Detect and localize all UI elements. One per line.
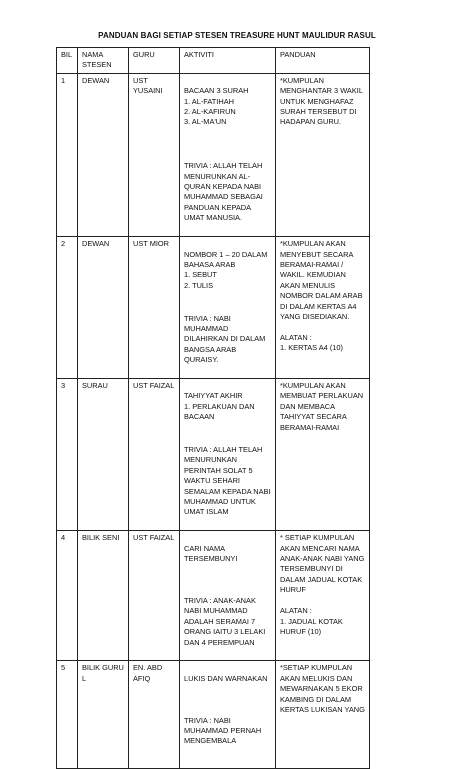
table-row — [57, 378, 370, 530]
trivia-text: TRIVIA : NABI MUHAMMAD DILAHIRKAN DI DALAM BANGSA ARAB QURAISY. — [184, 313, 266, 365]
trivia-text: TRIVIA : NABI MUHAMMAD PERNAH MENGEMBALA — [184, 715, 262, 746]
table-row — [57, 237, 370, 379]
cell-aktiviti — [180, 661, 276, 769]
header-guru: GURU — [129, 48, 180, 74]
cell-aktiviti — [180, 237, 276, 379]
table-header-row — [57, 48, 370, 74]
document-title: PANDUAN BAGI SETIAP STESEN TREASURE HUNT MAULIDUR RASUL — [98, 31, 376, 40]
cell-guru: UST MIOR — [129, 237, 180, 379]
cell-guru: UST FAIZAL — [129, 531, 180, 661]
table-row — [57, 73, 370, 236]
cell-bil: 1 — [57, 73, 78, 236]
cell-stesen: BILIK SENI — [78, 531, 129, 661]
cell-panduan: *KUMPULAN AKAN MENYEBUT SECARA BERAMAI-RAMAI / WAKIL. KEMUDIAN AKAN MENULIS NOMBOR DALAM ARAB DI DALAM KERTAS A4 YANG DISEDIAKAN. ALATAN : 1. KERTAS A4 (10) — [276, 237, 370, 379]
header-aktiviti: AKTIVITI — [180, 48, 276, 74]
cell-guru: EN. ABD AFIQ — [129, 661, 180, 769]
activity-text: TAHIYYAT AKHIR 1. PERLAKUAN DAN BACAAN — [184, 391, 255, 422]
cell-stesen: SURAU — [78, 378, 129, 530]
cell-aktiviti — [180, 378, 276, 530]
cell-stesen: BILIK GURU L — [78, 661, 129, 769]
trivia-text: TRIVIA : ALLAH TELAH MENURUNKAN PERINTAH SOLAT 5 WAKTU SEHARI SEMALAM KEPADA NABI MUHAMMAD UNTUK UMAT ISLAM — [184, 445, 271, 517]
cell-aktiviti — [180, 531, 276, 661]
activity-text: BACAAN 3 SURAH 1. AL-FATIHAH 2. AL-KAFIRUN 3. AL-MA'UN — [184, 86, 249, 127]
cell-panduan: * SETIAP KUMPULAN AKAN MENCARI NAMA ANAK-ANAK NABI YANG TERSEMBUNYI DI DALAM JADUAL KOTAK HURUF ALATAN : 1. JADUAL KOTAK HURUF (10) — [276, 531, 370, 661]
cell-guru: UST FAIZAL — [129, 378, 180, 530]
cell-bil: 4 — [57, 531, 78, 661]
trivia-text: TRIVIA : ALLAH TELAH MENURUNKAN AL-QURAN KEPADA NABI MUHAMMAD SEBAGAI PANDUAN KEPADA UMAT MANUSIA. — [184, 161, 263, 223]
header-panduan: PANDUAN — [276, 48, 370, 74]
trivia-text: TRIVIA : ANAK-ANAK NABI MUHAMMAD ADALAH SERAMAI 7 ORANG IAITU 3 LELAKI DAN 4 PEREMPUAN — [184, 595, 266, 647]
activity-text: LUKIS DAN WARNAKAN — [184, 673, 268, 683]
cell-bil: 5 — [57, 661, 78, 769]
activity-text: CARI NAMA TERSEMBUNYI — [184, 543, 238, 564]
station-guide-table — [56, 47, 370, 769]
activity-text: NOMBOR 1 – 20 DALAM BAHASA ARAB 1. SEBUT 2. TULIS — [184, 249, 268, 290]
cell-guru: UST YUSAINI — [129, 73, 180, 236]
cell-stesen: DEWAN — [78, 73, 129, 236]
cell-aktiviti — [180, 73, 276, 236]
cell-stesen: DEWAN — [78, 237, 129, 379]
table-row — [57, 531, 370, 661]
header-bil: BIL — [57, 48, 78, 74]
cell-panduan: *KUMPULAN AKAN MEMBUAT PERLAKUAN DAN MEMBACA TAHIYYAT SECARA BERAMAI-RAMAI — [276, 378, 370, 530]
cell-bil: 2 — [57, 237, 78, 379]
header-nama-stesen: NAMA STESEN — [78, 48, 129, 74]
cell-panduan: *SETIAP KUMPULAN AKAN MELUKIS DAN MEWARNAKAN 5 EKOR KAMBING DI DALAM KERTAS LUKISAN YANG — [276, 661, 370, 769]
cell-bil: 3 — [57, 378, 78, 530]
table-row — [57, 661, 370, 769]
cell-panduan: *KUMPULAN MENGHANTAR 3 WAKIL UNTUK MENGHAFAZ SURAH TERSEBUT DI HADAPAN GURU. — [276, 73, 370, 236]
